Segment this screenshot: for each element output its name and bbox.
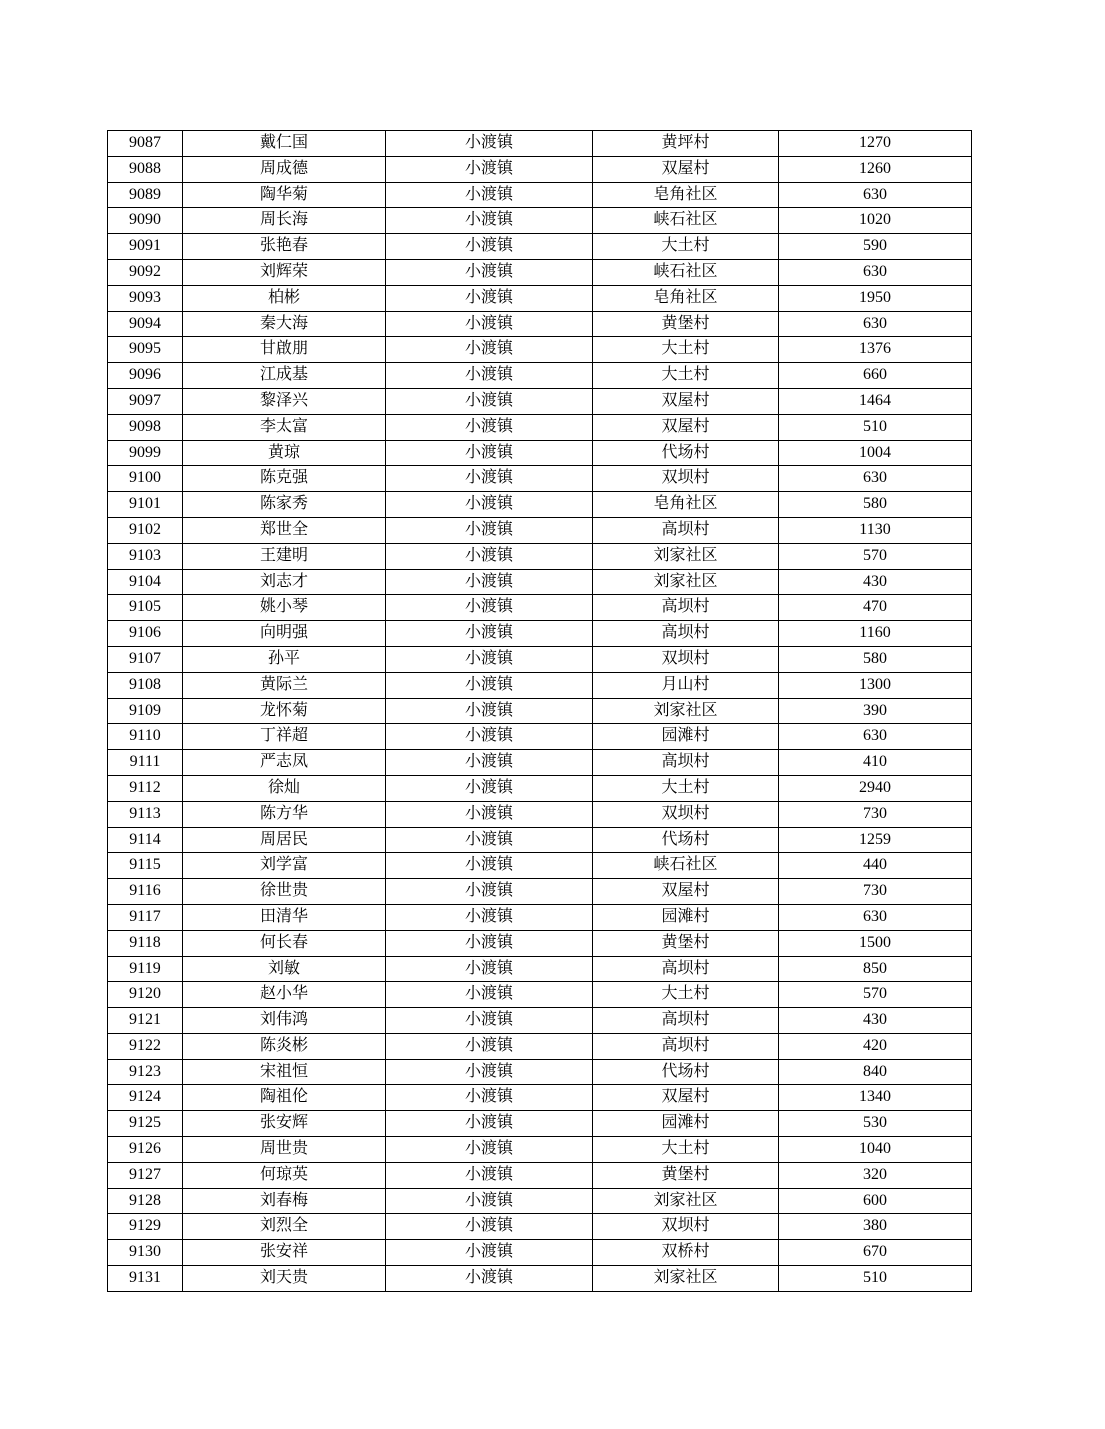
cell-amount: 530 [779, 1111, 972, 1137]
cell-amount: 1160 [779, 621, 972, 647]
cell-town: 小渡镇 [386, 801, 593, 827]
cell-id: 9115 [108, 853, 183, 879]
cell-village: 刘家社区 [593, 1266, 779, 1292]
cell-village: 皂角社区 [593, 182, 779, 208]
cell-id: 9121 [108, 1008, 183, 1034]
cell-amount: 580 [779, 646, 972, 672]
cell-name: 严志凤 [183, 750, 386, 776]
cell-name: 向明强 [183, 621, 386, 647]
cell-id: 9090 [108, 208, 183, 234]
cell-name: 柏彬 [183, 285, 386, 311]
cell-village: 双坝村 [593, 646, 779, 672]
cell-town: 小渡镇 [386, 904, 593, 930]
cell-town: 小渡镇 [386, 1008, 593, 1034]
table-row [108, 569, 972, 595]
cell-amount: 1040 [779, 1137, 972, 1163]
cell-amount: 1376 [779, 337, 972, 363]
cell-town: 小渡镇 [386, 621, 593, 647]
cell-id: 9114 [108, 827, 183, 853]
table-row [108, 672, 972, 698]
cell-name: 黄琼 [183, 440, 386, 466]
table-row [108, 234, 972, 260]
cell-village: 双屋村 [593, 156, 779, 182]
cell-village: 峡石社区 [593, 208, 779, 234]
cell-id: 9098 [108, 414, 183, 440]
cell-village: 双屋村 [593, 1085, 779, 1111]
cell-name: 周成德 [183, 156, 386, 182]
cell-amount: 1300 [779, 672, 972, 698]
cell-amount: 1259 [779, 827, 972, 853]
cell-town: 小渡镇 [386, 543, 593, 569]
cell-id: 9119 [108, 956, 183, 982]
cell-id: 9111 [108, 750, 183, 776]
cell-village: 皂角社区 [593, 492, 779, 518]
cell-amount: 850 [779, 956, 972, 982]
cell-amount: 630 [779, 259, 972, 285]
cell-name: 何琼英 [183, 1162, 386, 1188]
cell-village: 高坝村 [593, 595, 779, 621]
cell-village: 双屋村 [593, 388, 779, 414]
cell-town: 小渡镇 [386, 440, 593, 466]
cell-town: 小渡镇 [386, 930, 593, 956]
cell-id: 9112 [108, 775, 183, 801]
table-row [108, 879, 972, 905]
cell-amount: 1464 [779, 388, 972, 414]
cell-town: 小渡镇 [386, 982, 593, 1008]
cell-id: 9127 [108, 1162, 183, 1188]
cell-amount: 2940 [779, 775, 972, 801]
table-row [108, 827, 972, 853]
cell-town: 小渡镇 [386, 466, 593, 492]
cell-id: 9118 [108, 930, 183, 956]
table-row [108, 131, 972, 157]
cell-town: 小渡镇 [386, 414, 593, 440]
cell-village: 园滩村 [593, 904, 779, 930]
cell-town: 小渡镇 [386, 259, 593, 285]
cell-town: 小渡镇 [386, 208, 593, 234]
cell-amount: 630 [779, 466, 972, 492]
table-row [108, 698, 972, 724]
cell-village: 双桥村 [593, 1240, 779, 1266]
cell-amount: 420 [779, 1033, 972, 1059]
table-row [108, 853, 972, 879]
cell-village: 刘家社区 [593, 543, 779, 569]
cell-town: 小渡镇 [386, 1240, 593, 1266]
cell-town: 小渡镇 [386, 595, 593, 621]
cell-village: 大土村 [593, 363, 779, 389]
cell-village: 双坝村 [593, 801, 779, 827]
cell-amount: 1270 [779, 131, 972, 157]
cell-id: 9094 [108, 311, 183, 337]
cell-name: 徐灿 [183, 775, 386, 801]
cell-village: 双坝村 [593, 1214, 779, 1240]
cell-amount: 590 [779, 234, 972, 260]
cell-town: 小渡镇 [386, 698, 593, 724]
cell-village: 月山村 [593, 672, 779, 698]
cell-town: 小渡镇 [386, 337, 593, 363]
cell-name: 张安辉 [183, 1111, 386, 1137]
cell-town: 小渡镇 [386, 1059, 593, 1085]
cell-village: 代场村 [593, 1059, 779, 1085]
table-row [108, 595, 972, 621]
cell-town: 小渡镇 [386, 569, 593, 595]
cell-village: 刘家社区 [593, 569, 779, 595]
cell-town: 小渡镇 [386, 311, 593, 337]
cell-amount: 380 [779, 1214, 972, 1240]
cell-id: 9099 [108, 440, 183, 466]
cell-amount: 430 [779, 569, 972, 595]
table-row [108, 466, 972, 492]
cell-name: 李太富 [183, 414, 386, 440]
cell-town: 小渡镇 [386, 646, 593, 672]
cell-amount: 570 [779, 982, 972, 1008]
cell-id: 9109 [108, 698, 183, 724]
table-row [108, 440, 972, 466]
cell-amount: 510 [779, 1266, 972, 1292]
table-row [108, 1188, 972, 1214]
cell-name: 陈克强 [183, 466, 386, 492]
records-table-container [107, 130, 972, 1292]
table-row [108, 801, 972, 827]
cell-name: 刘春梅 [183, 1188, 386, 1214]
cell-name: 徐世贵 [183, 879, 386, 905]
table-row [108, 1214, 972, 1240]
cell-id: 9103 [108, 543, 183, 569]
cell-village: 黄坪村 [593, 131, 779, 157]
cell-amount: 1004 [779, 440, 972, 466]
cell-amount: 630 [779, 311, 972, 337]
table-row [108, 543, 972, 569]
table-row [108, 182, 972, 208]
table-row [108, 1085, 972, 1111]
cell-amount: 430 [779, 1008, 972, 1034]
cell-id: 9120 [108, 982, 183, 1008]
cell-amount: 730 [779, 879, 972, 905]
table-row [108, 337, 972, 363]
cell-id: 9106 [108, 621, 183, 647]
cell-id: 9092 [108, 259, 183, 285]
cell-village: 园滩村 [593, 724, 779, 750]
table-row [108, 1008, 972, 1034]
cell-name: 刘志才 [183, 569, 386, 595]
cell-amount: 840 [779, 1059, 972, 1085]
cell-name: 丁祥超 [183, 724, 386, 750]
cell-name: 赵小华 [183, 982, 386, 1008]
cell-village: 高坝村 [593, 621, 779, 647]
cell-id: 9087 [108, 131, 183, 157]
cell-id: 9102 [108, 517, 183, 543]
cell-id: 9116 [108, 879, 183, 905]
cell-village: 高坝村 [593, 1008, 779, 1034]
cell-id: 9104 [108, 569, 183, 595]
cell-name: 刘伟鸿 [183, 1008, 386, 1034]
cell-village: 刘家社区 [593, 1188, 779, 1214]
cell-village: 黄堡村 [593, 1162, 779, 1188]
cell-id: 9110 [108, 724, 183, 750]
cell-town: 小渡镇 [386, 285, 593, 311]
cell-town: 小渡镇 [386, 1137, 593, 1163]
cell-id: 9130 [108, 1240, 183, 1266]
cell-town: 小渡镇 [386, 879, 593, 905]
cell-amount: 510 [779, 414, 972, 440]
cell-name: 秦大海 [183, 311, 386, 337]
cell-town: 小渡镇 [386, 156, 593, 182]
cell-name: 何长春 [183, 930, 386, 956]
cell-id: 9088 [108, 156, 183, 182]
cell-amount: 410 [779, 750, 972, 776]
cell-town: 小渡镇 [386, 775, 593, 801]
cell-amount: 1020 [779, 208, 972, 234]
cell-village: 大土村 [593, 775, 779, 801]
table-row [108, 285, 972, 311]
cell-village: 峡石社区 [593, 853, 779, 879]
cell-village: 大土村 [593, 982, 779, 1008]
table-row [108, 1137, 972, 1163]
table-row [108, 414, 972, 440]
cell-name: 刘辉荣 [183, 259, 386, 285]
cell-town: 小渡镇 [386, 672, 593, 698]
table-row [108, 492, 972, 518]
cell-village: 园滩村 [593, 1111, 779, 1137]
table-row [108, 1240, 972, 1266]
cell-name: 孙平 [183, 646, 386, 672]
table-row [108, 1111, 972, 1137]
cell-amount: 630 [779, 904, 972, 930]
table-row [108, 1162, 972, 1188]
records-table [107, 130, 972, 1292]
cell-town: 小渡镇 [386, 724, 593, 750]
table-row [108, 956, 972, 982]
cell-name: 刘学富 [183, 853, 386, 879]
cell-town: 小渡镇 [386, 363, 593, 389]
cell-name: 江成基 [183, 363, 386, 389]
cell-name: 陶祖伦 [183, 1085, 386, 1111]
table-row [108, 1033, 972, 1059]
table-row [108, 311, 972, 337]
cell-amount: 570 [779, 543, 972, 569]
cell-id: 9113 [108, 801, 183, 827]
cell-town: 小渡镇 [386, 1266, 593, 1292]
cell-id: 9125 [108, 1111, 183, 1137]
cell-town: 小渡镇 [386, 1033, 593, 1059]
cell-amount: 1260 [779, 156, 972, 182]
cell-town: 小渡镇 [386, 388, 593, 414]
cell-name: 陈家秀 [183, 492, 386, 518]
cell-name: 陈炎彬 [183, 1033, 386, 1059]
cell-amount: 390 [779, 698, 972, 724]
cell-village: 代场村 [593, 440, 779, 466]
cell-town: 小渡镇 [386, 827, 593, 853]
cell-town: 小渡镇 [386, 517, 593, 543]
cell-id: 9097 [108, 388, 183, 414]
cell-amount: 670 [779, 1240, 972, 1266]
cell-amount: 630 [779, 724, 972, 750]
table-row [108, 930, 972, 956]
table-row [108, 363, 972, 389]
cell-village: 高坝村 [593, 517, 779, 543]
table-row [108, 388, 972, 414]
cell-village: 黄堡村 [593, 930, 779, 956]
table-row [108, 904, 972, 930]
cell-town: 小渡镇 [386, 234, 593, 260]
cell-village: 黄堡村 [593, 311, 779, 337]
table-row [108, 982, 972, 1008]
table-row [108, 1266, 972, 1292]
cell-id: 9126 [108, 1137, 183, 1163]
cell-village: 峡石社区 [593, 259, 779, 285]
cell-town: 小渡镇 [386, 1162, 593, 1188]
cell-amount: 470 [779, 595, 972, 621]
cell-name: 田清华 [183, 904, 386, 930]
cell-id: 9122 [108, 1033, 183, 1059]
table-row [108, 259, 972, 285]
cell-town: 小渡镇 [386, 1214, 593, 1240]
cell-amount: 730 [779, 801, 972, 827]
table-row [108, 646, 972, 672]
cell-name: 宋祖恒 [183, 1059, 386, 1085]
cell-name: 戴仁国 [183, 131, 386, 157]
cell-town: 小渡镇 [386, 182, 593, 208]
cell-amount: 320 [779, 1162, 972, 1188]
cell-village: 高坝村 [593, 956, 779, 982]
cell-town: 小渡镇 [386, 1188, 593, 1214]
cell-amount: 630 [779, 182, 972, 208]
table-row [108, 621, 972, 647]
cell-name: 郑世全 [183, 517, 386, 543]
cell-id: 9093 [108, 285, 183, 311]
cell-id: 9129 [108, 1214, 183, 1240]
table-row [108, 1059, 972, 1085]
table-row [108, 775, 972, 801]
cell-id: 9100 [108, 466, 183, 492]
cell-amount: 1340 [779, 1085, 972, 1111]
cell-town: 小渡镇 [386, 750, 593, 776]
cell-id: 9096 [108, 363, 183, 389]
cell-id: 9091 [108, 234, 183, 260]
cell-id: 9117 [108, 904, 183, 930]
cell-amount: 660 [779, 363, 972, 389]
cell-name: 黎泽兴 [183, 388, 386, 414]
cell-id: 9101 [108, 492, 183, 518]
cell-town: 小渡镇 [386, 492, 593, 518]
cell-name: 陶华菊 [183, 182, 386, 208]
cell-name: 刘天贵 [183, 1266, 386, 1292]
cell-amount: 440 [779, 853, 972, 879]
cell-village: 高坝村 [593, 750, 779, 776]
cell-name: 王建明 [183, 543, 386, 569]
table-row [108, 517, 972, 543]
cell-id: 9095 [108, 337, 183, 363]
cell-name: 刘敏 [183, 956, 386, 982]
cell-name: 周长海 [183, 208, 386, 234]
cell-name: 黄际兰 [183, 672, 386, 698]
table-row [108, 156, 972, 182]
cell-town: 小渡镇 [386, 1085, 593, 1111]
cell-id: 9131 [108, 1266, 183, 1292]
cell-id: 9107 [108, 646, 183, 672]
cell-id: 9123 [108, 1059, 183, 1085]
cell-village: 大土村 [593, 337, 779, 363]
cell-village: 大土村 [593, 1137, 779, 1163]
cell-town: 小渡镇 [386, 956, 593, 982]
cell-town: 小渡镇 [386, 853, 593, 879]
cell-amount: 600 [779, 1188, 972, 1214]
cell-name: 甘啟朋 [183, 337, 386, 363]
cell-village: 大土村 [593, 234, 779, 260]
cell-name: 张艳春 [183, 234, 386, 260]
cell-name: 张安祥 [183, 1240, 386, 1266]
cell-village: 皂角社区 [593, 285, 779, 311]
cell-name: 周世贵 [183, 1137, 386, 1163]
cell-village: 双坝村 [593, 466, 779, 492]
cell-name: 周居民 [183, 827, 386, 853]
cell-village: 双屋村 [593, 879, 779, 905]
cell-name: 刘烈全 [183, 1214, 386, 1240]
cell-village: 代场村 [593, 827, 779, 853]
table-row [108, 208, 972, 234]
cell-amount: 1130 [779, 517, 972, 543]
cell-town: 小渡镇 [386, 1111, 593, 1137]
cell-id: 9128 [108, 1188, 183, 1214]
cell-id: 9105 [108, 595, 183, 621]
cell-amount: 1500 [779, 930, 972, 956]
cell-id: 9089 [108, 182, 183, 208]
cell-id: 9108 [108, 672, 183, 698]
cell-town: 小渡镇 [386, 131, 593, 157]
table-row [108, 750, 972, 776]
cell-amount: 1950 [779, 285, 972, 311]
cell-id: 9124 [108, 1085, 183, 1111]
cell-name: 龙怀菊 [183, 698, 386, 724]
cell-name: 姚小琴 [183, 595, 386, 621]
cell-name: 陈方华 [183, 801, 386, 827]
cell-village: 双屋村 [593, 414, 779, 440]
table-row [108, 724, 972, 750]
cell-village: 刘家社区 [593, 698, 779, 724]
cell-village: 高坝村 [593, 1033, 779, 1059]
cell-amount: 580 [779, 492, 972, 518]
